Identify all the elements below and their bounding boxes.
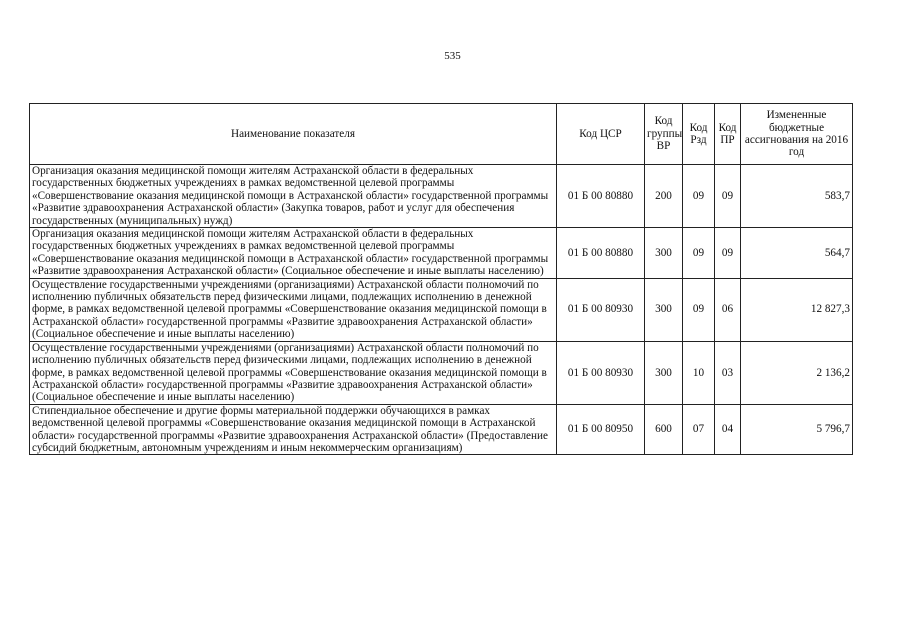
row-vr: 300 — [645, 278, 683, 341]
row-rzd: 10 — [683, 341, 715, 404]
row-pr: 06 — [715, 278, 741, 341]
row-name: Организация оказания медицинской помощи жителям Астраханской области в федеральных государственных бюджетных учреждениях в рамках ведомственной целевой программы «Совершенствование оказания медицинской помощи в Астраханской области» государственной программы «Развитие здравоохранения Астраханской области» (Социальное обеспечение и иные выплаты населению) — [30, 228, 557, 279]
row-name: Осуществление государственными учреждениями (организациями) Астраханской области полномочий по исполнению публичных обязательств перед физическими лицами, подлежащих исполнению в денежной форме, в рамках ведомственной целевой программы «Совершенствование оказания медицинской помощи в Астраханской области» государственной программы «Развитие здравоохранения Астраханской области» (Социальное обеспечение и иные выплаты населению) — [30, 278, 557, 341]
table-row — [30, 165, 853, 228]
budget-table — [29, 103, 853, 455]
table-row — [30, 278, 853, 341]
header-rzd: Код Рзд — [683, 104, 715, 165]
row-vr: 300 — [645, 228, 683, 279]
row-amount: 583,7 — [741, 165, 853, 228]
row-amount: 564,7 — [741, 228, 853, 279]
table-row — [30, 228, 853, 279]
row-pr: 09 — [715, 165, 741, 228]
row-rzd: 09 — [683, 278, 715, 341]
row-pr: 04 — [715, 404, 741, 455]
row-name: Организация оказания медицинской помощи жителям Астраханской области в федеральных государственных бюджетных учреждениях в рамках ведомственной целевой программы «Совершенствование оказания медицинской помощи в Астраханской области» государственной программы «Развитие здравоохранения Астраханской области» (Закупка товаров, работ и услуг для обеспечения государственных (муниципальных) нужд) — [30, 165, 557, 228]
table-header-row — [30, 104, 853, 165]
table-row — [30, 404, 853, 455]
row-vr: 200 — [645, 165, 683, 228]
row-csr: 01 Б 00 80880 — [557, 165, 645, 228]
header-csr: Код ЦСР — [557, 104, 645, 165]
row-name: Стипендиальное обеспечение и другие формы материальной поддержки обучающихся в рамках ведомственной целевой программы «Совершенствование оказания медицинской помощи в Астраханской области» государственной программы «Развитие здравоохранения Астраханской области» (Предоставление субсидий бюджетным, автономным учреждениям и иным некоммерческим организациям) — [30, 404, 557, 455]
row-amount: 2 136,2 — [741, 341, 853, 404]
row-vr: 600 — [645, 404, 683, 455]
row-csr: 01 Б 00 80880 — [557, 228, 645, 279]
row-rzd: 09 — [683, 165, 715, 228]
header-vr: Код группы ВР — [645, 104, 683, 165]
row-rzd: 09 — [683, 228, 715, 279]
row-pr: 03 — [715, 341, 741, 404]
row-amount: 12 827,3 — [741, 278, 853, 341]
row-pr: 09 — [715, 228, 741, 279]
row-vr: 300 — [645, 341, 683, 404]
header-amount: Измененные бюджетные ассигнования на 2016 год — [741, 104, 853, 165]
row-name: Осуществление государственными учреждениями (организациями) Астраханской области полномочий по исполнению публичных обязательств перед физическими лицами, подлежащих исполнению в денежной форме, в рамках ведомственной целевой программы «Совершенствование оказания медицинской помощи в Астраханской области» государственной программы «Развитие здравоохранения Астраханской области» (Социальное обеспечение и иные выплаты населению) — [30, 341, 557, 404]
row-amount: 5 796,7 — [741, 404, 853, 455]
row-csr: 01 Б 00 80930 — [557, 341, 645, 404]
row-rzd: 07 — [683, 404, 715, 455]
row-csr: 01 Б 00 80950 — [557, 404, 645, 455]
row-csr: 01 Б 00 80930 — [557, 278, 645, 341]
header-name: Наименование показателя — [30, 104, 557, 165]
header-pr: Код ПР — [715, 104, 741, 165]
table-row — [30, 341, 853, 404]
page-number: 535 — [444, 50, 461, 62]
